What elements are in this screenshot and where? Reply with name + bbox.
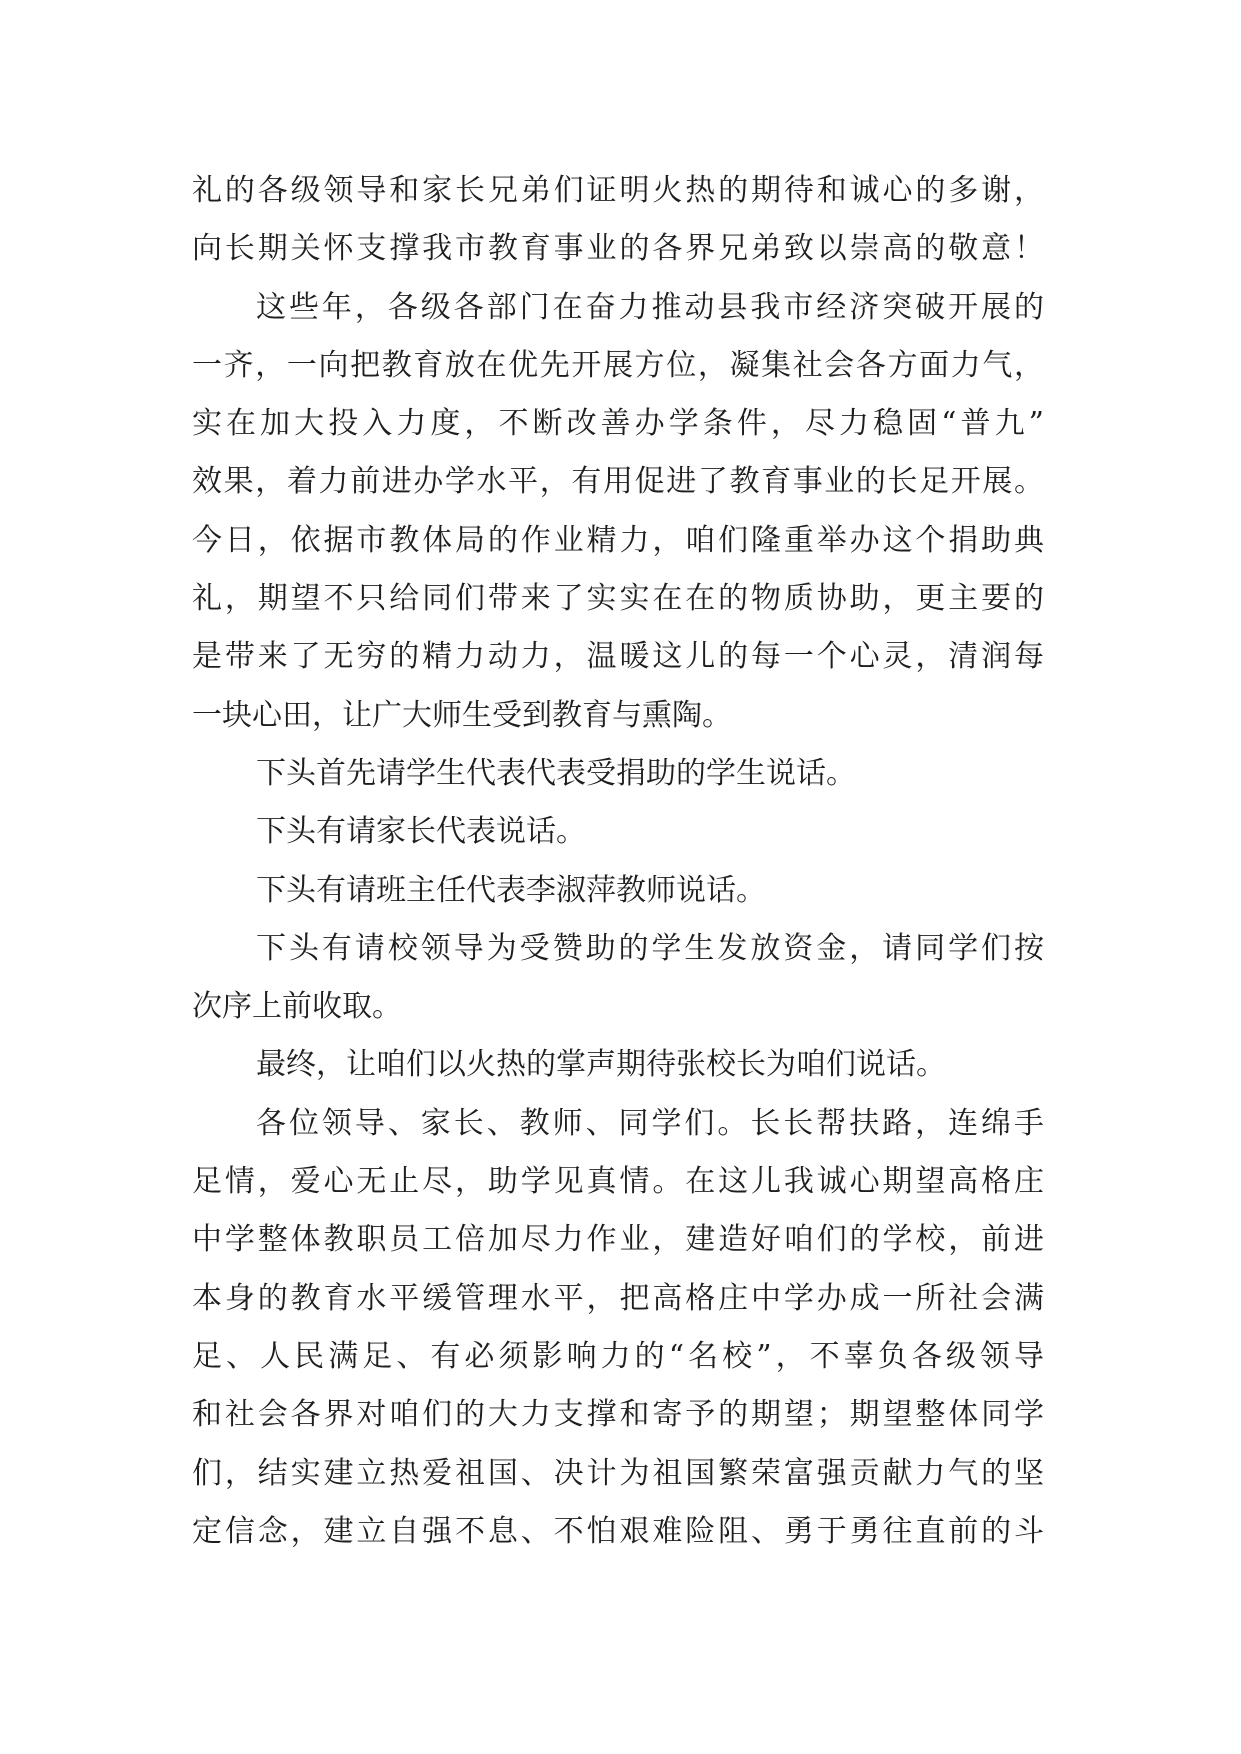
paragraph-start-line: 下头有请校领导为受赞助的学生发放资金，请同学们按 [256, 930, 1044, 966]
text-line: 足、人民满足、有必须影响力的“名校”，不辜负各级领导 [192, 1338, 1044, 1374]
paragraph-start-line: 各位领导、家长、教师、同学们。长长帮扶路，连绵手 [256, 1105, 1044, 1141]
paragraph-line: 下头首先请学生代表代表受捐助的学生说话。 [256, 755, 856, 791]
document-body [192, 162, 1044, 1561]
paragraph-line: 下头有请班主任代表李淑萍教师说话。 [256, 872, 766, 908]
text-line: 实在加大投入力度，不断改善办学条件，尽力稳固“普九” [192, 406, 1044, 442]
text-line: 效果，着力前进办学水平，有用促进了教育事业的长足开展。 [192, 464, 1044, 500]
text-line: 礼的各级领导和家长兄弟们证明火热的期待和诚心的多谢， [192, 173, 1044, 208]
text-line: 一齐，一向把教育放在优先开展方位，凝集社会各方面力气， [192, 347, 1044, 383]
text-line: 是带来了无穷的精力动力，温暖这儿的每一个心灵，清润每 [192, 639, 1044, 675]
text-line: 和社会各界对咱们的大力支撑和寄予的期望；期望整体同学 [192, 1397, 1044, 1433]
text-line: 们，结实建立热爱祖国、决计为祖国繁荣富强贡献力气的坚 [192, 1455, 1044, 1491]
text-line: 今日，依据市教体局的作业精力，咱们隆重举办这个捐助典 [192, 522, 1044, 558]
text-line: 足情，爱心无止尽，助学见真情。在这儿我诚心期望高格庄 [192, 1164, 1044, 1200]
paragraph-line: 下头有请家长代表说话。 [256, 814, 586, 850]
text-line: 本身的教育水平缓管理水平，把高格庄中学办成一所社会满 [192, 1280, 1044, 1316]
text-line: 定信念，建立自强不息、不怕艰难险阻、勇于勇往直前的斗 [192, 1513, 1044, 1549]
paragraph-end-line: 一块心田，让广大师生受到教育与熏陶。 [192, 697, 732, 733]
paragraph-start-line: 这些年，各级各部门在奋力推动县我市经济突破开展的 [256, 289, 1044, 325]
text-line: 礼，期望不只给同们带来了实实在在的物质协助，更主要的 [192, 581, 1044, 617]
text-line: 向长期关怀支撑我市教育事业的各界兄弟致以崇高的敬意！ [192, 231, 1044, 267]
paragraph-end-line: 次序上前收取。 [192, 989, 402, 1025]
paragraph-line: 最终，让咱们以火热的掌声期待张校长为咱们说话。 [256, 1047, 946, 1083]
text-line: 中学整体教职员工倍加尽力作业，建造好咱们的学校，前进 [192, 1222, 1044, 1258]
